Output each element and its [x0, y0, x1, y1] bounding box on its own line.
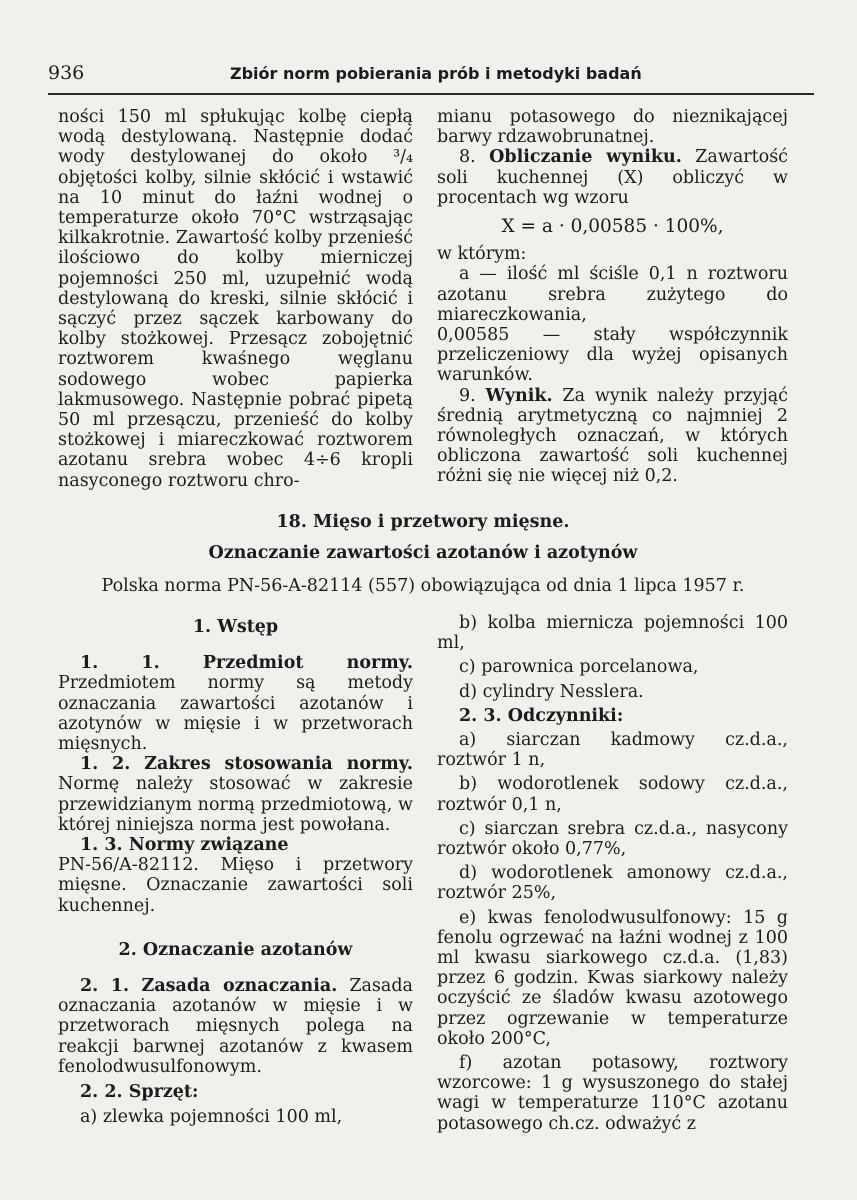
page-number: 936: [48, 62, 85, 84]
section-8: [437, 147, 788, 208]
header-rule: [48, 93, 814, 95]
chapter-title: 18. Mięso i przetwory mięsne.: [276, 512, 570, 532]
where-label: w którym:: [437, 244, 527, 265]
paragraph-2-1: [58, 976, 413, 1077]
reagent-c: c) siarczan srebra cz.d.a., nasycony roztwór około 0,77%,: [437, 818, 788, 860]
heading-introduction: 1. Wstęp: [192, 617, 279, 637]
definition-coefficient: 0,00585 — stały współczynnik przeliczeniowy dla wyżej opisanych warunków.: [437, 325, 788, 386]
reagent-e: e) kwas fenolodwusulfonowy: 15 g fenolu ogrzewać na łaźni wodnej z 100 ml kwasu siarkowego cz.d.a. (1,83) przez 6 godzin. Kwas siarkowy należy oczyścić ze śladów kwasu azotowego przez ogrzewanie w temperaturze około 200°C,: [437, 907, 788, 1049]
equipment-item-d: d) cylindry Nesslera.: [459, 681, 644, 702]
norm-line: Polska norma PN-56-A-82114 (557) obowiązująca od dnia 1 lipca 1957 r.: [101, 576, 745, 596]
paragraph-1-1: [58, 653, 413, 754]
reagent-a: a) siarczan kadmowy cz.d.a., roztwór 1 n,: [437, 730, 788, 771]
paragraph-2-1-text: Zasada oznaczania azotanów w mięsie i w przetworach mięsnych polega na reakcji barwnej azotanów z kwasem fenolodwusulfonowym.: [58, 976, 413, 1077]
chapter-subtitle: Oznaczanie zawartości azotanów i azotynów: [208, 543, 638, 563]
paragraph-1-1-title: 1. 1. Przedmiot normy.: [80, 653, 413, 674]
bottom-right-column: [437, 613, 788, 1134]
paragraph-2-2-title: 2. 2. Sprzęt:: [80, 1082, 199, 1103]
formula: X = a · 0,00585 · 100%,: [501, 216, 724, 238]
paragraph-1-1-text: Przedmiotem normy są metody oznaczania zawartości azotanów i azotynów w mięsie i w przetworach mięsnych.: [58, 673, 413, 755]
section-9-number: 9.: [459, 385, 476, 406]
section-8-number: 8.: [459, 147, 476, 168]
paragraph-2-3-heading: 2. 3. Odczynniki:: [459, 705, 624, 726]
section-9-text: Za wynik należy przyjąć średnią arytmetyczną co najmniej 2 równoległych oznaczań, w których obliczona zawartość soli kuchennej różni się nie więcej niż 0,2.: [437, 385, 788, 487]
page-header: [48, 62, 814, 92]
equipment-item-a: a) zlewka pojemności 100 ml,: [80, 1107, 343, 1128]
running-title: Zbiór norm pobierania prób i metodyki badań: [230, 64, 642, 83]
paragraph-1-3-title: [58, 835, 413, 855]
paragraph-continued-right: mianu potasowego do nieznikającej barwy rdzawobrunatnej.: [437, 107, 788, 148]
reagent-b: b) wodorotlenek sodowy cz.d.a., roztwór 0,1 n,: [437, 774, 788, 815]
paragraph-1-2-title: 1. 2. Zakres stosowania normy.: [80, 754, 413, 775]
heading-nitrates: 2. Oznaczanie azotanów: [118, 939, 353, 960]
paragraph-2-3-title: [437, 706, 788, 726]
paragraph-1-3-heading: 1. 3. Normy związane: [80, 835, 289, 856]
definition-a: a — ilość ml ściśle 0,1 n roztworu azotanu srebra zużytego do miareczkowania,: [437, 264, 788, 325]
equipment-item-c: c) parownica porcelanowa,: [459, 657, 699, 678]
section-9-title: Wynik.: [485, 385, 553, 406]
paragraph-1-3-text: PN-56/A-82112. Mięso i przetwory mięsne. Oznaczanie zawartości soli kuchennej.: [58, 855, 413, 916]
paragraph-2-1-title: 2. 1. Zasada oznaczania.: [80, 976, 338, 997]
reagent-d: d) wodorotlenek amonowy cz.d.a., roztwór 25%,: [437, 863, 788, 904]
top-right-column: [437, 107, 788, 487]
paragraph-1-2-text: Normę należy stosować w zakresie przewidzianym normą przedmiotową, w której niniejsza norma jest powołana.: [58, 774, 413, 835]
reagent-f: f) azotan potasowy, roztwory wzorcowe: 1 g wysuszonego do stałej wagi w temperaturze 110°C azotanu potasowego ch.cz. odważyć z: [437, 1053, 788, 1134]
paragraph-1-2: [58, 754, 413, 835]
section-8-title: Obliczanie wyniku.: [489, 147, 682, 168]
paragraph-continued: ności 150 ml spłukując kolbę ciepłą wodą destylowaną. Następnie dodać wody destylowanej do około ³/₄ objętości kolby, silnie skłócić i wstawić na 10 minut do łaźni wodnej o temperaturze około 70°C wstrząsając kilkakrotnie. Zawartość kolby przenieść ilościowo do kolby mierniczej pojemności 250 ml, uzupełnić wodą destylowaną do kreski, silnie skłócić i sączyć przez sączek karbowany do kolby stożkowej. Przesącz zobojętnić roztworem kwaśnego węglanu sodowego wobec papierka lakmusowego. Następnie pobrać pipetą 50 ml przesączu, przenieść do kolby stożkowej i miareczkować roztworem azotanu srebra wobec 4÷6 kropli nasyconego roztworu chro-: [58, 107, 413, 491]
section-8-text: Zawartość soli kuchennej (X) obliczyć w procentach wg wzoru: [437, 147, 788, 208]
equipment-item-b: b) kolba miernicza pojemności 100 ml,: [437, 613, 788, 654]
paragraph-2-2: [58, 1082, 413, 1102]
section-9: [437, 386, 788, 487]
top-left-column: [58, 107, 413, 491]
bottom-left-column: [58, 613, 413, 1127]
